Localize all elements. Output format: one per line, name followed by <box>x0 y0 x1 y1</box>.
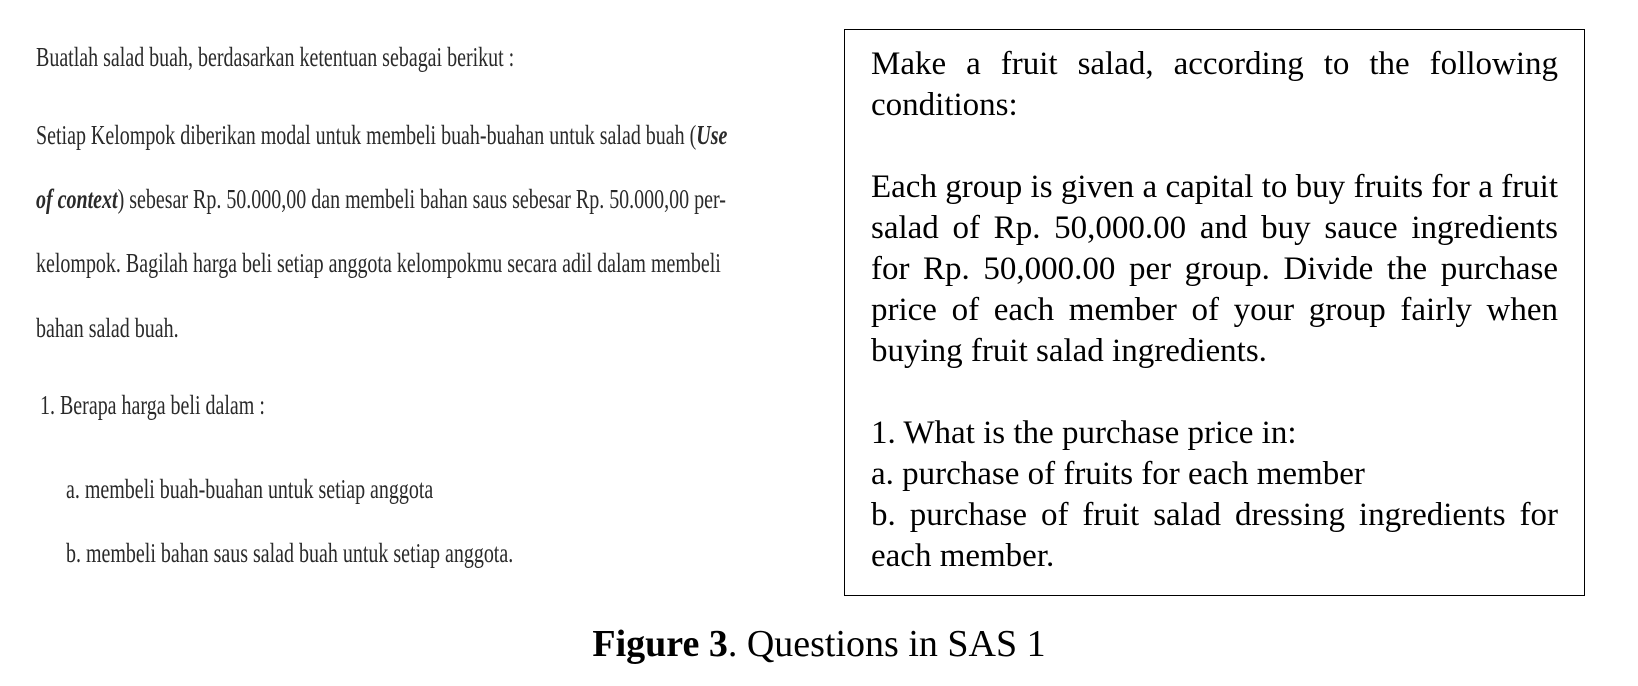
left-emphasis-of-context: of context <box>36 184 118 214</box>
spacer <box>871 126 1558 167</box>
left-paragraph-line-3: kelompok. Bagilah harga beli setiap anggota kelompokmu secara adil dalam membeli <box>36 248 721 278</box>
left-paragraph-line-4: bahan salad buah. <box>36 313 179 343</box>
left-question-1: 1. Berapa harga beli dalam : <box>40 390 265 420</box>
translation-intro: Make a fruit salad, according to the following conditions: <box>871 46 1558 123</box>
left-paragraph-line-2 <box>36 186 968 218</box>
spacer <box>871 372 1558 413</box>
left-item-b: b. membeli bahan saus salad buah untuk setiap anggota. <box>66 538 514 568</box>
translation-item-a: a. purchase of fruits for each member <box>871 456 1365 492</box>
figure-caption <box>0 622 1638 666</box>
left-paragraph-text-2: ) sebesar Rp. 50.000,00 dan membeli bahan saus sebesar Rp. 50.000,00 per- <box>117 184 726 214</box>
figure-caption-text: . Questions in SAS 1 <box>727 623 1046 665</box>
english-translation-box <box>844 29 1585 596</box>
left-emphasis-use: Use <box>696 120 728 150</box>
translation-paragraph: Each group is given a capital to buy fruits for a fruit salad of Rp. 50,000.00 and buy sauce ingredients for Rp. 50,000.00 per group. Divide the purchase price of each member of your group fairly when buying fruit salad ingredients. <box>871 169 1558 369</box>
indonesian-question-image <box>36 28 756 598</box>
translation-item-b: b. purchase of fruit salad dressing ingredients for each member. <box>871 497 1558 574</box>
left-intro-line: Buatlah salad buah, berdasarkan ketentuan sebagai berikut : <box>36 42 515 72</box>
left-item-a: a. membeli buah-buahan untuk setiap anggota <box>66 474 434 504</box>
left-paragraph-line-1 <box>36 122 970 154</box>
figure-label: Figure 3 <box>592 623 728 665</box>
translation-question-1: 1. What is the purchase price in: <box>871 415 1297 451</box>
left-paragraph-text-1: Setiap Kelompok diberikan modal untuk membeli buah-buahan untuk salad buah ( <box>36 120 697 150</box>
